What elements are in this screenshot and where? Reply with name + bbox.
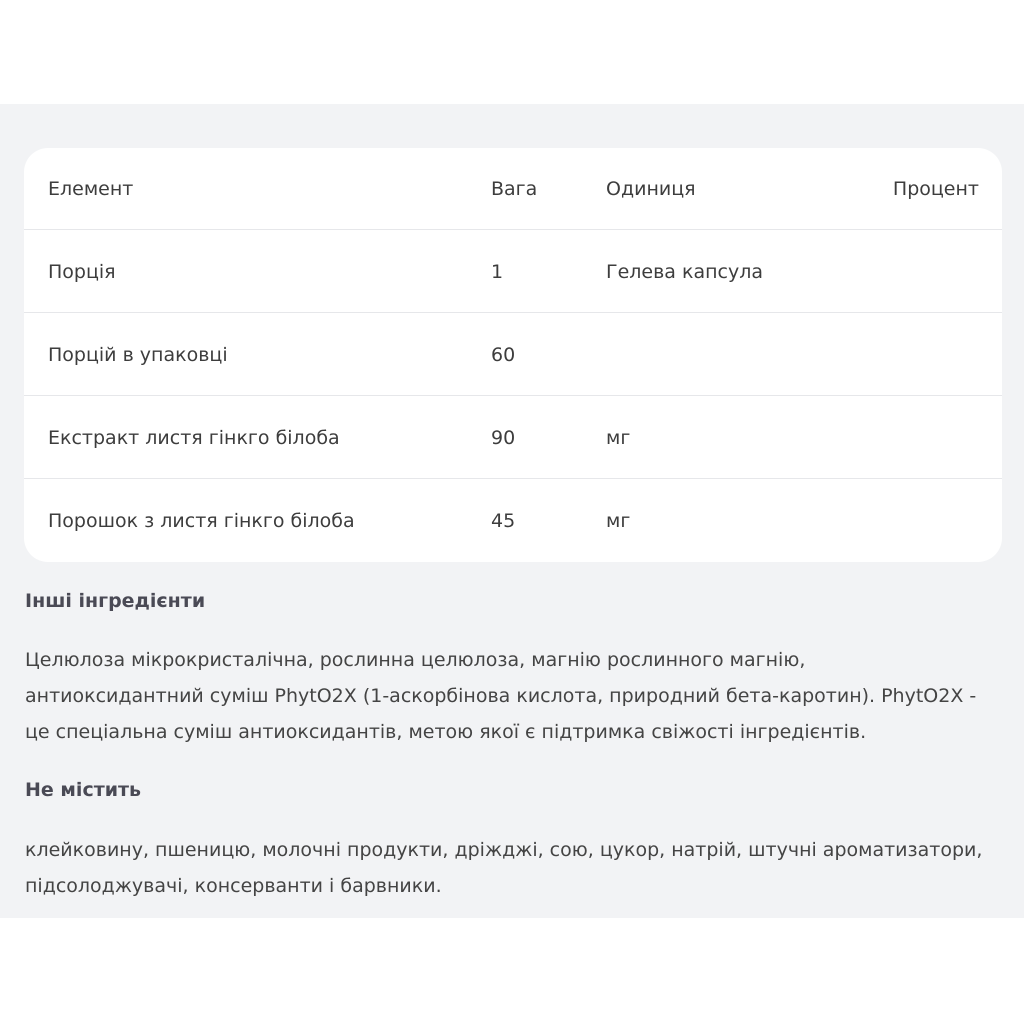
other-ingredients-text: [25, 642, 1005, 750]
header-percent: Процент: [892, 178, 979, 200]
table-row: [24, 231, 1002, 313]
row-unit: мг: [606, 427, 631, 449]
other-ingredients-line: це спеціальна суміш антиоксидантів, метою якої є підтримка свіжості інгредієнтів.: [25, 721, 867, 743]
row-element: Порція: [48, 261, 116, 283]
row-weight: 60: [491, 344, 516, 366]
does-not-contain-line: підсолоджувачі, консерванти і барвники.: [25, 875, 442, 897]
row-weight: 45: [491, 510, 516, 532]
table-row: [24, 314, 1002, 396]
row-weight: 90: [491, 427, 516, 449]
does-not-contain-heading: Не містить: [25, 779, 142, 801]
header-unit: Одиниця: [606, 178, 696, 200]
row-unit: мг: [606, 510, 631, 532]
other-ingredients-line: антиоксидантний суміш PhytO2X (1-аскорбінова кислота, природний бета-каротин). PhytO2X -: [25, 685, 977, 707]
table-row: [24, 480, 1002, 562]
row-element: Екстракт листя гінкго білоба: [48, 427, 340, 449]
table-row: [24, 397, 1002, 479]
nutrition-table: [24, 148, 1002, 562]
row-element: Порцій в упаковці: [48, 344, 228, 366]
row-weight: 1: [491, 261, 504, 283]
header-weight: Вага: [491, 178, 538, 200]
other-ingredients-line: Целюлоза мікрокристалічна, рослинна целюлоза, магнію рослинного магнію,: [25, 649, 806, 671]
product-info-panel: [0, 104, 1024, 918]
table-header-row: [24, 148, 1002, 230]
other-ingredients-heading: Інші інгредієнти: [25, 590, 206, 612]
does-not-contain-text: [25, 832, 1005, 904]
header-element: Елемент: [48, 178, 134, 200]
row-element: Порошок з листя гінкго білоба: [48, 510, 355, 532]
does-not-contain-line: клейковину, пшеницю, молочні продукти, дріжджі, сою, цукор, натрій, штучні ароматизатори,: [25, 839, 983, 861]
row-unit: Гелева капсула: [606, 261, 764, 283]
